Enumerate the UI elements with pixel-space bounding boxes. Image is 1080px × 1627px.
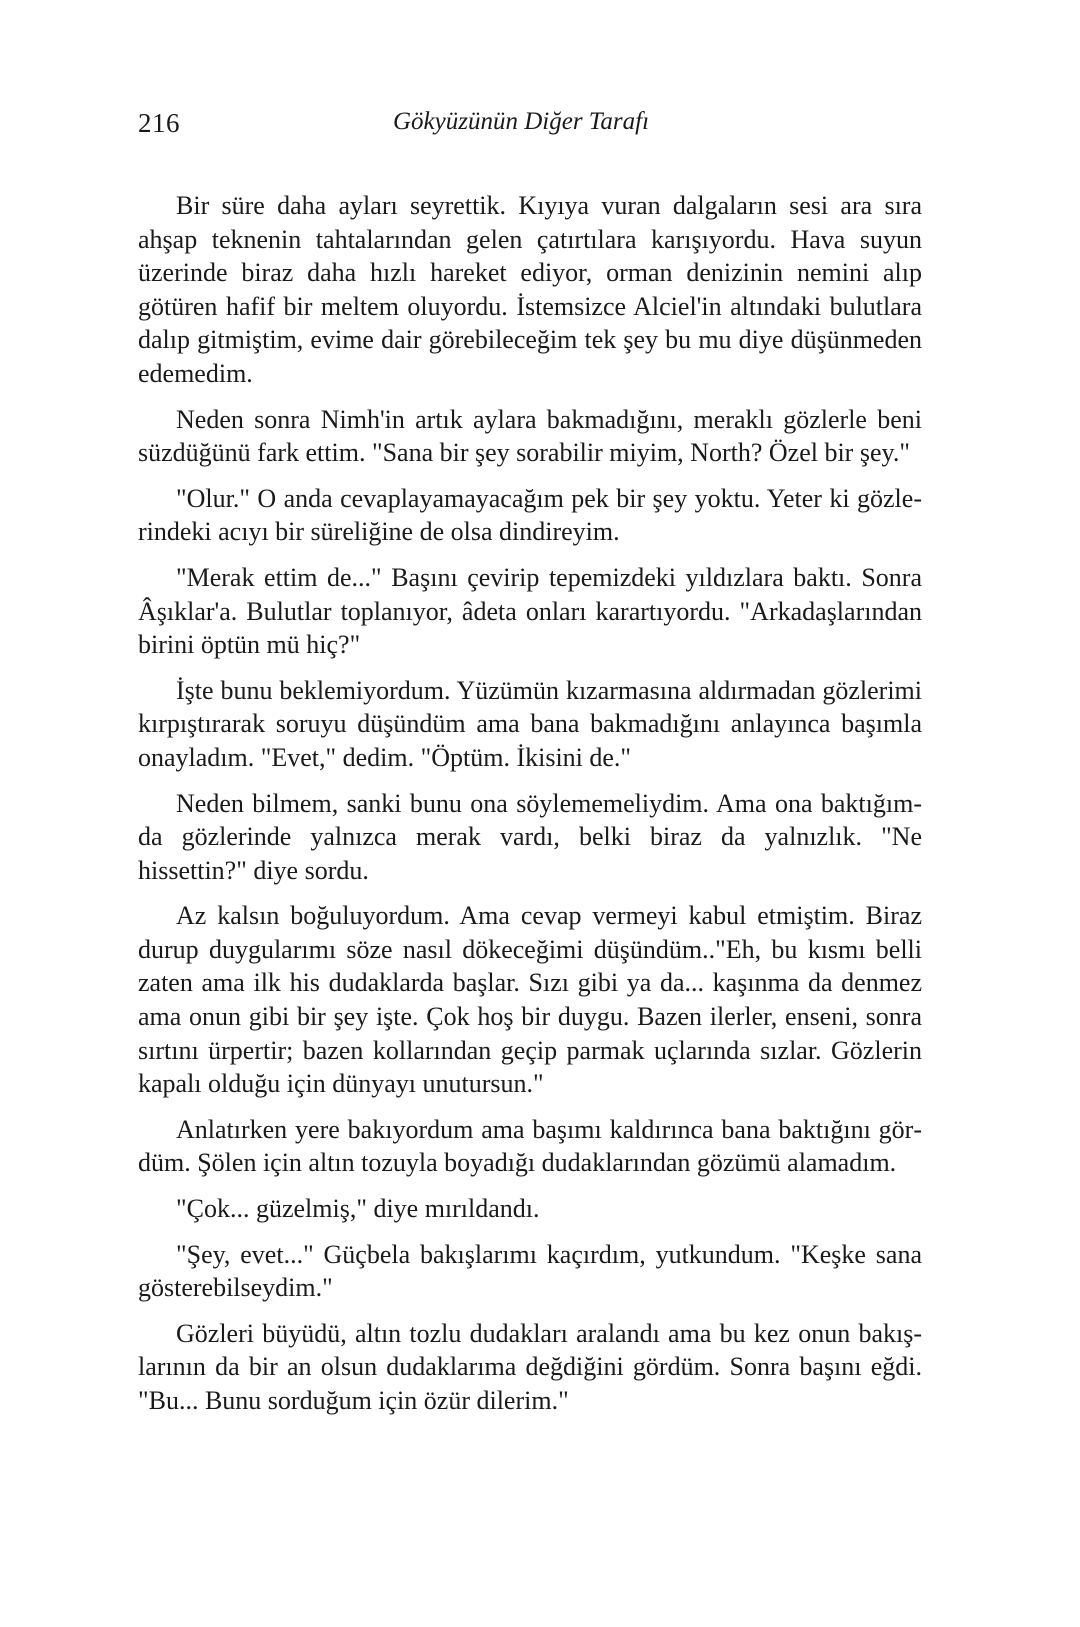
paragraph: Bir süre daha ayları seyrettik. Kıyıya vuran dalgaların sesi ara sıra ahşap teknenin tahtalarından gelen çatırtılara karışıyordu. Hava suyun üzerinde biraz daha hızlı hareket ediyor, orman denizinin nemini alıp götüren hafif bir meltem oluyordu. İstemsizce Alciel'in altındaki bulutlara dalıp gitmiştim, evime dair görebileceğim tek şey bu mu diye düşünmeden edemedim. (138, 191, 922, 388)
running-title: Gökyüzünün Diğer Tarafı (393, 108, 650, 135)
page-header (138, 108, 938, 148)
paragraph: Neden bilmem, sanki bunu ona söylememeliydim. Ama ona baktığımda gözlerinde yalnızca merak vardı, belki biraz da yalnızlık. "Ne hissettin?" diye sordu. (138, 788, 922, 885)
page-number: 216 (138, 108, 180, 138)
paragraph: Neden sonra Nimh'in artık aylara bakmadığını, meraklı gözlerle beni süzdüğünü fark ettim. "Sana bir şey sorabilir miyim, North? Özel bir şey." (138, 404, 922, 468)
paragraph: "Çok... güzelmiş," diye mırıldandı. (176, 1194, 540, 1224)
paragraph: Anlatırken yere bakıyordum ama başımı kaldırınca bana baktığını gördüm. Şölen için altın tozuyla boyadığı dudaklarından gözümü alamadım. (138, 1114, 922, 1178)
paragraph: "Merak ettim de..." Başını çevirip tepemizdeki yıldızlara baktı. Sonra Âşıklar'a. Bulutlar toplanıyor, âdeta onları karartıyordu. "Arkadaşlarından birini öptün mü hiç?" (138, 562, 922, 660)
paragraph: İşte bunu beklemiyordum. Yüzümün kızarmasına aldırmadan gözlerimi kırpıştırarak soruyu düşündüm ama bana bakmadığını anlayınca başımla onayladım. "Evet," dedim. "Öptüm. İkisini de." (138, 675, 922, 772)
paragraph: "Şey, evet..." Güçbela bakışlarımı kaçırdım, yutkundum. "Keşke sana gösterebilseydim." (138, 1239, 922, 1303)
body-text (138, 189, 922, 1430)
paragraph: "Olur." O anda cevaplayamayacağım pek bir şey yoktu. Yeter ki gözlerindeki acıyı bir süreliğine de olsa dindireyim. (138, 483, 922, 547)
paragraph: Az kalsın boğuluyordum. Ama cevap vermeyi kabul etmiştim. Biraz durup duygularımı söze nasıl dökeceğimi düşündüm.."Eh, bu kısmı belli zaten ama ilk his dudaklarda başlar. Sızı gibi ya da... kaşınma da denmez ama onun gibi bir şey işte. Çok hoş bir duygu. Bazen ilerler, enseni, sonra sırtını ürpertir; bazen kollarından geçip parmak uçlarında sızlar. Gözlerin kapalı olduğu için dünyayı unutursun." (138, 901, 922, 1099)
paragraph: Gözleri büyüdü, altın tozlu dudakları aralandı ama bu kez onun bakışlarının da bir an olsun dudaklarıma değdiğini gördüm. Sonra başını eğdi. "Bu... Bunu sorduğum için özür dilerim." (138, 1318, 922, 1415)
